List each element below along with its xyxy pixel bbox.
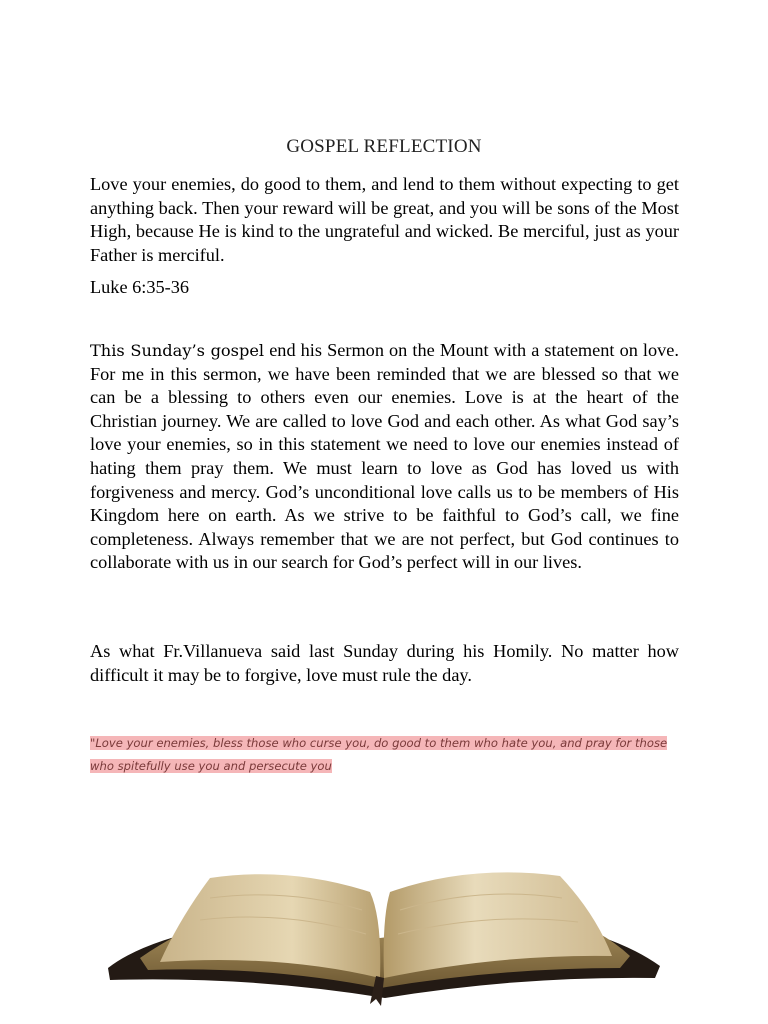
quote-text: "Love your enemies, bless those who curse you, do good to them who hate you, and pray for those who spitefully use you and persecute you <box>90 736 668 773</box>
page-title: GOSPEL REFLECTION <box>286 136 482 157</box>
homily-paragraph: As what Fr.Villanueva said last Sunday during his Homily. No matter how difficult it may be to forgive, love must rule the day. <box>90 641 679 685</box>
open-bible-illustration <box>100 858 665 1008</box>
reflection-body: end his Sermon on the Mount with a statement on love. For me in this sermon, we have been reminded that we are blessed so that we can be a blessing to others even our enemies. Love is at the heart of the Christian journey. We are called to love God and each other. As what God say’s love your enemies, so in this statement we need to love our enemies instead of hating them pray them. We must learn to love as God has loved us with forgiveness and mercy. God’s unconditional love calls us to be members of His Kingdom here on earth. As we strive to be faithful to God’s call, we fine completeness. Always remember that we are not perfect, but God continues to collaborate with us in our search for God’s perfect will in our lives. <box>90 340 679 573</box>
scripture-passage: Love your enemies, do good to them, and lend to them without expecting to get anything back. Then your reward will be great, and you will be sons of the Most High, because He is kind to the ungrateful and wicked. Be merciful, just as your Father is merciful. <box>90 174 679 265</box>
scripture-reference: Luke 6:35-36 <box>90 277 190 297</box>
reflection-paragraph <box>90 339 679 575</box>
reflection-lead: This Sunday’s gospel <box>90 341 265 360</box>
highlighted-quote <box>90 732 680 778</box>
